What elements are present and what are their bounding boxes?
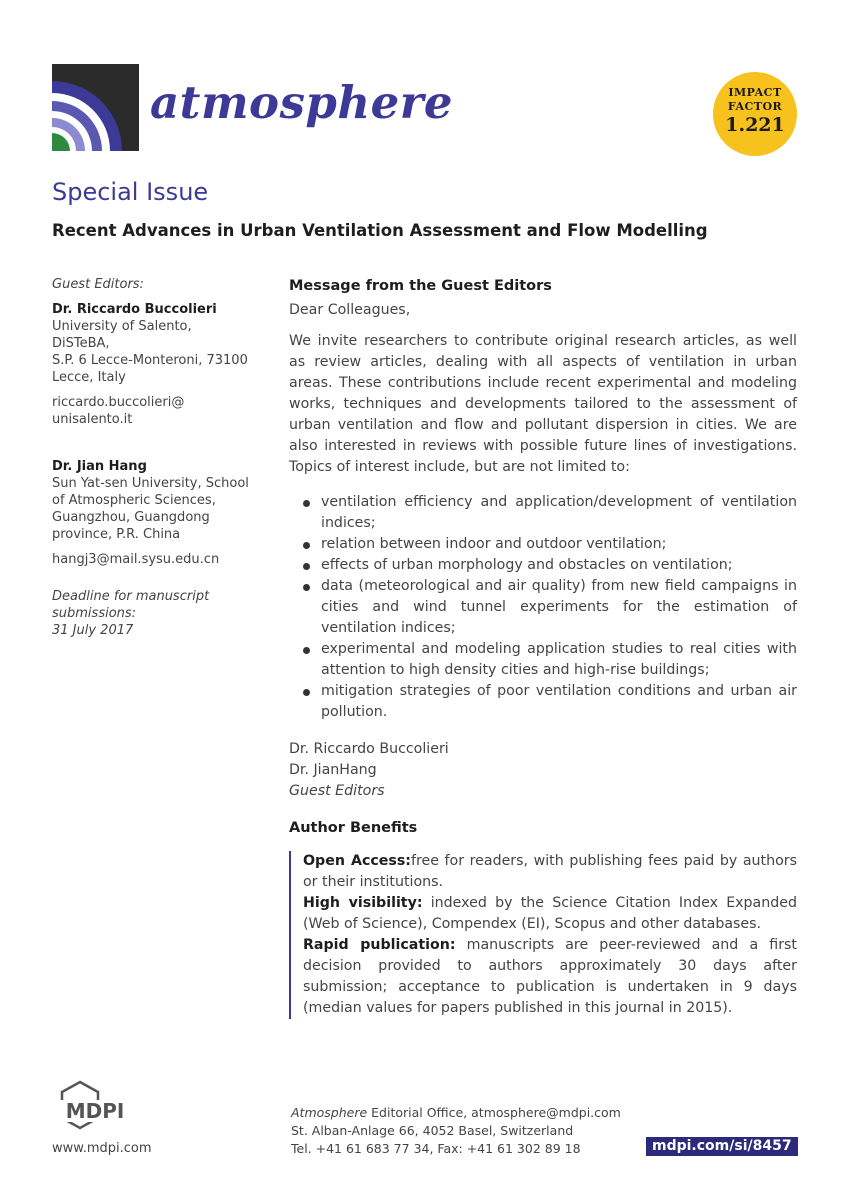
affiliation-line: of Atmospheric Sciences, [52, 493, 216, 508]
benefit-item: Rapid publication: manuscripts are peer-reviewed and a first decision provided to authors approximately 30 days after submission; acceptance to publication is undertaken in 9 days (median values for papers published in this journal in 2015). [303, 937, 797, 1016]
email-line[interactable]: unisalento.it [52, 412, 133, 427]
issue-title: Recent Advances in Urban Ventilation Assessment and Flow Modelling [52, 221, 708, 240]
guest-editors-column [52, 276, 252, 639]
benefit-item: High visibility: indexed by the Science Citation Index Expanded (Web of Science), Compendex (EI), Scopus and other databases. [303, 895, 797, 932]
mdpi-logo-icon[interactable] [52, 1080, 142, 1140]
message-column [289, 276, 797, 1019]
special-issue-link[interactable]: mdpi.com/si/8457 [646, 1137, 798, 1156]
deadline-date: 31 July 2017 [52, 623, 134, 638]
affiliation-line: Lecce, Italy [52, 370, 126, 385]
mdpi-logo-text: MDPI [65, 1099, 125, 1123]
bullet-icon [303, 563, 310, 570]
special-issue-label: Special Issue [52, 178, 209, 206]
bullet-icon [303, 689, 310, 696]
list-item: effects of urban morphology and obstacles on ventilation; [289, 555, 797, 576]
editor-block [52, 301, 252, 428]
list-item: mitigation strategies of poor ventilation conditions and urban air pollution. [289, 681, 797, 723]
signature-block [289, 739, 797, 802]
signature-role: Guest Editors [289, 783, 385, 799]
guest-editors-label: Guest Editors: [52, 277, 144, 292]
editorial-office [291, 1104, 621, 1158]
office-email[interactable]: Editorial Office, atmosphere@mdpi.com [367, 1105, 621, 1120]
bullet-icon [303, 542, 310, 549]
editor-name: Dr. Jian Hang [52, 459, 147, 474]
office-phone: Tel. +41 61 683 77 34, Fax: +41 61 302 89 18 [291, 1141, 581, 1156]
mdpi-url-link[interactable]: www.mdpi.com [52, 1141, 152, 1156]
list-item: experimental and modeling application studies to real cities with attention to high density cities and high-rise buildings; [289, 639, 797, 681]
list-item: relation between indoor and outdoor ventilation; [289, 534, 797, 555]
topics-list [289, 492, 797, 723]
deadline-line: submissions: [52, 606, 137, 621]
office-address: St. Alban-Anlage 66, 4052 Basel, Switzerland [291, 1123, 574, 1138]
list-item: data (meteorological and air quality) from new field campaigns in cities and wind tunnel experiments for the estimation of ventilation indices; [289, 576, 797, 639]
benefit-item: Open Access:free for readers, with publishing fees paid by authors or their institutions. [303, 853, 797, 890]
benefits-box [289, 851, 797, 1019]
factor-label: FACTOR [727, 100, 783, 113]
bullet-icon [303, 500, 310, 507]
signature-line: Dr. Riccardo Buccolieri [289, 741, 449, 757]
editor-email[interactable]: hangj3@mail.sysu.edu.cn [52, 552, 220, 567]
editor-name: Dr. Riccardo Buccolieri [52, 302, 217, 317]
editor-email[interactable] [52, 394, 252, 428]
bullet-icon [303, 647, 310, 654]
list-item: ventilation efficiency and application/development of ventilation indices; [289, 492, 797, 534]
message-body: We invite researchers to contribute original research articles, as well as review articles, dealing with all aspects of ventilation in urban areas. These contributions include recent experimental and modeling works, techniques and developments tailored to the assessment of urban ventilation and flow and pollutant dispersion in cities. We are also interested in reviews with possible future lines of investigations. Topics of interest include, but are not limited to: [289, 333, 797, 475]
deadline-block [52, 588, 252, 639]
impact-label: IMPACT [728, 86, 782, 99]
salutation: Dear Colleagues, [289, 302, 411, 318]
bullet-icon [303, 584, 310, 591]
editor-block [52, 458, 252, 568]
signature-line: Dr. JianHang [289, 762, 377, 778]
journal-logo-icon [52, 64, 139, 151]
office-journal: Atmosphere [291, 1105, 368, 1120]
message-heading: Message from the Guest Editors [289, 278, 552, 294]
journal-name: atmosphere [150, 76, 454, 129]
benefits-heading: Author Benefits [289, 820, 418, 836]
affiliation-line: S.P. 6 Lecce-Monteroni, 73100 [52, 353, 248, 368]
office-line [291, 1104, 621, 1122]
affiliation-line: University of Salento, DiSTeBA, [52, 319, 192, 351]
affiliation-line: province, P.R. China [52, 527, 181, 542]
affiliation-line: Sun Yat-sen University, School [52, 476, 249, 491]
deadline-line: Deadline for manuscript [52, 589, 210, 604]
impact-factor-badge [713, 72, 797, 156]
email-line[interactable]: riccardo.buccolieri@ [52, 395, 185, 410]
impact-value: 1.221 [725, 114, 785, 136]
affiliation-line: Guangzhou, Guangdong [52, 510, 210, 525]
